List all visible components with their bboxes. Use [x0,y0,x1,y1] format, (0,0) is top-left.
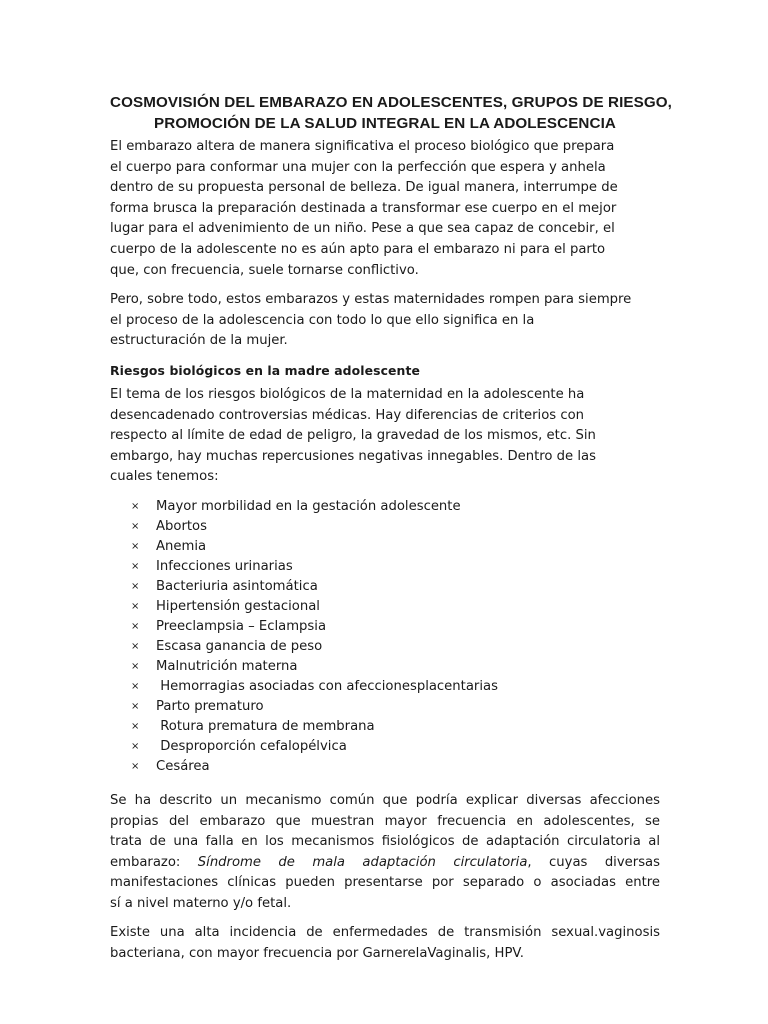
text-line: propias del embarazo que muestran mayor frecuencia en adolescentes, se [110,813,660,829]
list-item-text: Malnutrición materna [156,658,298,674]
text-line: Se ha descrito un mecanismo común que podría explicar diversas afecciones [110,792,660,808]
mechanism-paragraph [110,791,660,915]
list-item [131,497,660,517]
list-item-text: Desproporción cefalopélvica [156,738,347,754]
text-line: El embarazo altera de manera significativa el proceso biológico que prepara [110,139,615,154]
list-item [131,597,660,617]
cross-bullet-icon: × [131,580,140,592]
text-line: El tema de los riesgos biológicos de la maternidad en la adolescente ha [110,386,585,402]
list-item-text: Parto prematuro [156,698,264,714]
list-item-text: Anemia [156,538,207,554]
list-item-text: Escasa ganancia de peso [156,638,323,654]
intro-paragraph [110,137,660,281]
text-line-with-italic [110,853,660,874]
syndrome-name: Síndrome de mala adaptación circulatoria [197,854,528,870]
text-line: el proceso de la adolescencia con todo lo que ello significa en la [110,312,535,328]
list-item-text: Rotura prematura de membrana [156,718,375,734]
cross-bullet-icon: × [131,680,140,692]
cross-bullet-icon: × [131,640,140,652]
text-line: que, con frecuencia, suele tornarse conflictivo. [110,262,419,278]
risks-intro-paragraph [110,385,660,488]
list-item-text: Cesárea [156,758,210,774]
text-line: lugar para el advenimiento de un niño. Pese a que sea capaz de concebir, el [110,221,615,237]
cross-bullet-icon: × [131,520,140,532]
section-heading: Riesgos biológicos en la madre adolescente [110,362,420,378]
list-item [131,757,660,777]
text-line: trata de una falla en los mecanismos fisiológicos de adaptación circulatoria al [110,834,660,850]
list-item [131,737,660,757]
list-item [131,697,660,717]
list-item [131,557,660,577]
list-item [131,677,660,697]
risks-list [110,497,660,777]
text-line: bacteriana, con mayor frecuencia por GarnerelaVaginalis, HPV. [110,946,524,962]
text-line: el cuerpo para conformar una mujer con la perfección que espera y anhela [110,159,606,175]
text-line: forma brusca la preparación destinada a transformar ese cuerpo en el mejor [110,200,617,216]
text-line: cuerpo de la adolescente no es aún apto para el embarazo ni para el parto [110,241,606,257]
list-item-text: Preeclampsia – Eclampsia [156,618,327,634]
list-item [131,657,660,677]
title-line-2: PROMOCIÓN DE LA SALUD INTEGRAL EN LA ADOLESCENCIA [154,115,616,132]
cross-bullet-icon: × [131,500,140,512]
text-line: manifestaciones clínicas pueden presentarse por separado o asociadas entre [110,875,660,891]
cross-bullet-icon: × [131,760,140,772]
text-line: cuales tenemos: [110,469,219,485]
cross-bullet-icon: × [131,720,140,732]
cross-bullet-icon: × [131,540,140,552]
text-line: dentro de su propuesta personal de belleza. De igual manera, interrumpe de [110,180,618,196]
cross-bullet-icon: × [131,660,140,672]
list-item [131,637,660,657]
cross-bullet-icon: × [131,620,140,632]
text-line: desencadenado controversias médicas. Hay diferencias de criterios con [110,407,584,423]
text-line: estructuración de la mujer. [110,333,288,349]
text-line: Pero, sobre todo, estos embarazos y estas maternidades rompen para siempre [110,292,632,308]
list-item-text: Bacteriuria asintomática [156,578,318,594]
list-item-text: Hemorragias asociadas con afeccionesplacentarias [156,678,498,694]
text-line: embargo, hay muchas repercusiones negativas innegables. Dentro de las [110,448,596,464]
document-content [110,92,672,974]
list-item [131,537,660,557]
cross-bullet-icon: × [131,560,140,572]
text-segment: , cuyas diversas [527,854,661,870]
list-item [131,517,660,537]
cross-bullet-icon: × [131,740,140,752]
list-item-text: Abortos [156,518,207,534]
list-item-text: Hipertensión gestacional [156,598,320,614]
list-item-text: Mayor morbilidad en la gestación adolescente [156,498,461,514]
title-line-1: COSMOVISIÓN DEL EMBARAZO EN ADOLESCENTES, GRUPOS DE RIESGO, [110,94,672,111]
list-item [131,617,660,637]
second-paragraph [110,290,660,352]
document-title [110,92,672,134]
text-segment: embarazo: [110,854,198,870]
text-line: Existe una alta incidencia de enfermedades de transmisión sexual.vaginosis [110,925,660,941]
cross-bullet-icon: × [131,600,140,612]
list-item [131,577,660,597]
list-item [131,717,660,737]
text-line: respecto al límite de edad de peligro, la gravedad de los mismos, etc. Sin [110,428,596,444]
sti-paragraph [110,923,660,964]
list-item-text: Infecciones urinarias [156,558,293,574]
cross-bullet-icon: × [131,700,140,712]
text-line: sí a nivel materno y/o fetal. [110,895,292,911]
